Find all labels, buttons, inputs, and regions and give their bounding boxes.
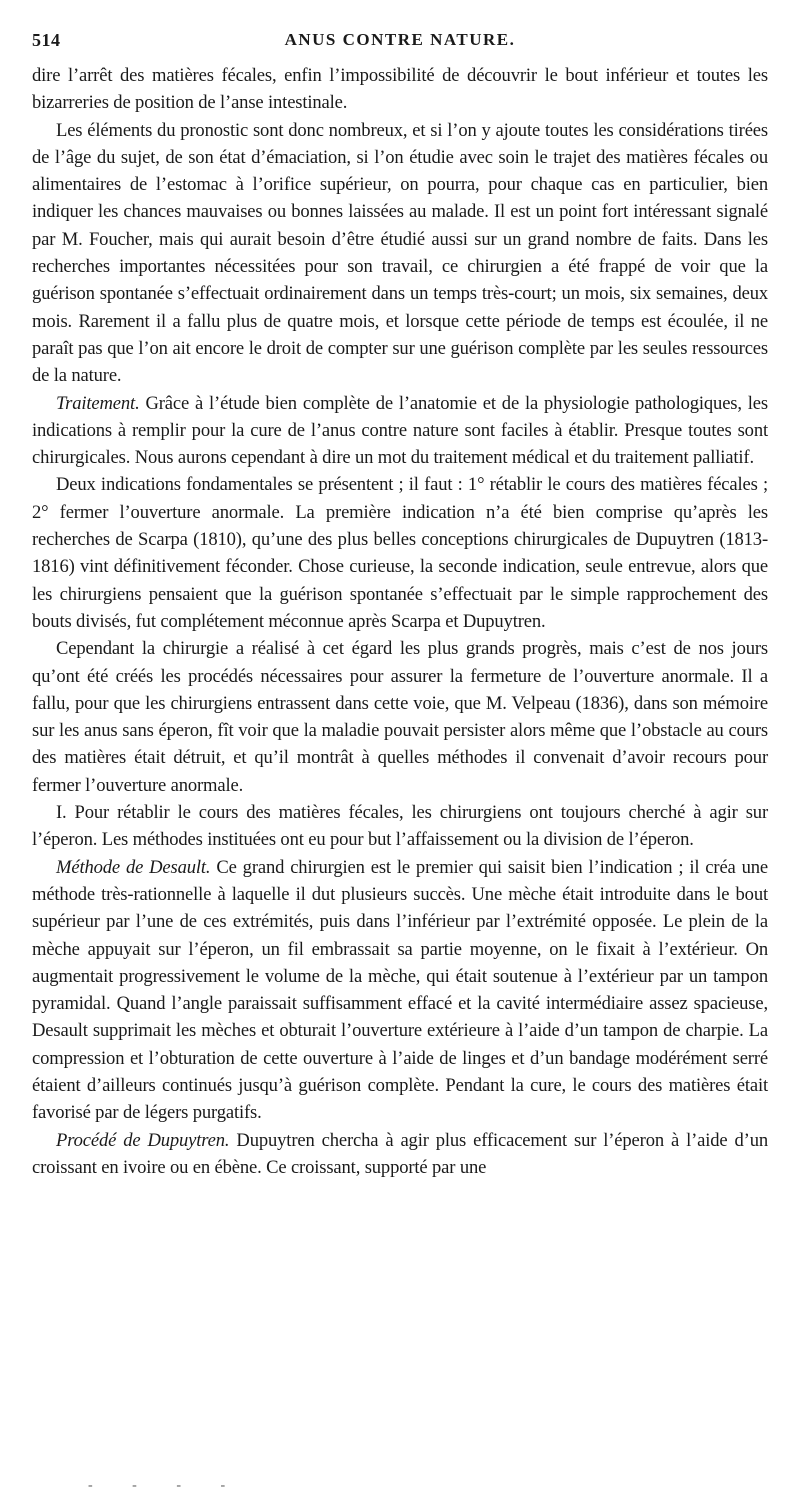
paragraph-text: dire l’arrêt des matières fécales, enfin l’impossibilité de découvrir le bout inférieur et toutes les bizarreries de position de l’anse intestinale. — [32, 65, 768, 114]
body-text — [32, 62, 768, 1181]
paragraph-text: Dupuytren chercha à agir plus efficacement sur l’éperon à l’aide d’un croissant en ivoire ou en ébène. Ce croissant, supporté par une — [32, 1129, 768, 1178]
paragraph — [32, 799, 768, 854]
paragraph-text: Deux indications fondamentales se présentent ; il faut : 1° rétablir le cours des matières fécales ; 2° fermer l’ouverture anormale. La première indication n’a été bien comprise qu’après les recherches de Scarpa (1810), qu’une des plus belles conceptions chirurgicales de Dupuytren (1813-1816) vint définitivement féconder. Chose curieuse, la seconde indication, seule entrevue, alors que les chirurgiens pensaient que la guérison spontanée s’effectuait par le simple rapprochement des bouts divisés, fut complétement méconnue après Scarpa et Dupuytren. — [32, 474, 768, 632]
paragraph — [32, 854, 768, 1127]
paragraph-text: Les éléments du pronostic sont donc nombreux, et si l’on y ajoute toutes les considérations tirées de l’âge du sujet, de son état d’émaciation, si l’on étudie avec soin le trajet des matières fécales ou alimentaires de l’estomac à l’orifice supérieur, on pourra, pour chaque cas en particulier, bien indiquer les chances mauvaises ou bonnes laissées au malade. Il est un point fort intéressant signalé par M. Foucher, mais qui aurait besoin d’être étudié aussi sur un grand nombre de faits. Dans les recherches importantes nécessitées pour son travail, ce chirurgien a été frappé de voir que la guérison spontanée s’effectuait ordinairement dans un temps très-court; un mois, six semaines, deux mois. Rarement il a fallu plus de quatre mois, et lorsque cette période de temps est écoulée, il ne paraît pas que l’on ait encore le droit de compter sur une guérison complète par les seules ressources de la nature. — [32, 119, 768, 387]
section-lead: Méthode de Desault. — [56, 856, 211, 878]
running-head: ANUS CONTRE NATURE. — [284, 30, 516, 49]
paragraph — [32, 390, 768, 472]
section-lead: Traitement. — [56, 392, 140, 414]
paragraph — [32, 635, 768, 799]
paragraph — [32, 471, 768, 635]
paragraph-text: Cependant la chirurgie a réalisé à cet égard les plus grands progrès, mais c’est de nos jours qu’ont été créés les procédés nécessaires pour assurer la fermeture de l’ouverture anormale. Il a fallu, pour que les chirurgiens entrassent dans cette voie, que M. Velpeau (1836), dans son mémoire sur les anus sans éperon, fît voir que la maladie pouvait persister alors même que l’obstacle au cours des matières était détruit, et qu’il montrât à quelles méthodes il convenait d’avoir recours pour fermer l’ouverture anormale. — [32, 638, 768, 796]
page-header — [32, 30, 768, 56]
paragraph — [32, 117, 768, 390]
paragraph — [32, 1127, 768, 1182]
page-number: 514 — [32, 30, 61, 50]
print-marks: - - - - — [88, 1478, 244, 1493]
paragraph-text: Grâce à l’étude bien complète de l’anatomie et de la physiologie pathologiques, les indications à remplir pour la cure de l’anus contre nature sont faciles à établir. Presque toutes sont chirurgicales. Nous aurons cependant à dire un mot du traitement médical et du traitement palliatif. — [32, 392, 768, 469]
paragraph-text: Ce grand chirurgien est le premier qui saisit bien l’indication ; il créa une méthode très-rationnelle à laquelle il dut plusieurs succès. Une mèche était introduite dans le bout supérieur par l’une de ces extrémités, puis dans l’inférieur par l’extrémité opposée. Le plein de la mèche appuyait sur l’éperon, un fil embrassait sa partie moyenne, on le fixait à l’extérieur. On augmentait progressivement le volume de la mèche, qui était soutenue à l’extérieur par un tampon pyramidal. Quand l’angle paraissait suffisamment effacé et la cavité intermédiaire assez spacieuse, Desault supprimait les mèches et obturait l’ouverture extérieure à l’aide d’un tampon de charpie. La compression et l’obturation de cette ouverture à l’aide de linges et d’un bandage modérément serré étaient d’ailleurs continués jusqu’à guérison complète. Pendant la cure, le cours des matières était favorisé par de légers purgatifs. — [32, 856, 768, 1124]
paragraph-text: I. Pour rétablir le cours des matières fécales, les chirurgiens ont toujours cherché à agir sur l’éperon. Les méthodes instituées ont eu pour but l’affaissement ou la division de l’éperon. — [32, 802, 768, 851]
paragraph — [32, 62, 768, 117]
section-lead: Procédé de Dupuytren. — [56, 1129, 230, 1151]
